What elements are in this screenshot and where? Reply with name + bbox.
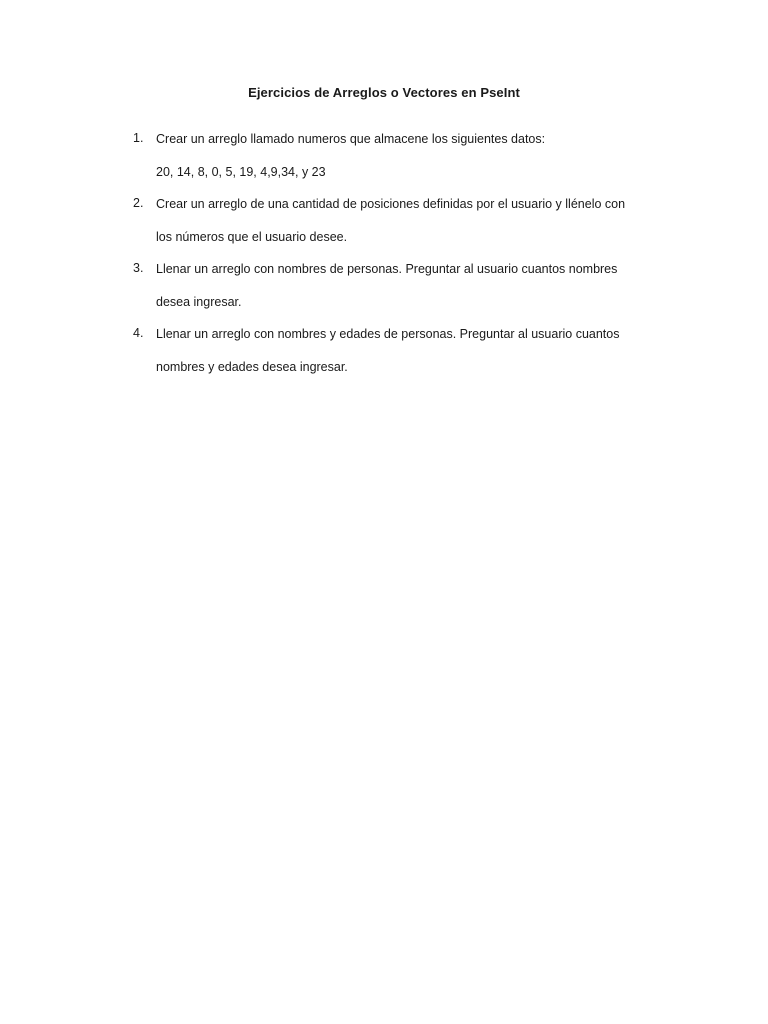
exercise-item-4 [133, 326, 653, 375]
exercise-text-line: Llenar un arreglo con nombres de personas. Preguntar al usuario cuantos nombres [156, 262, 618, 276]
exercise-text-line: nombres y edades desea ingresar. [156, 360, 348, 374]
exercise-list [133, 131, 653, 385]
exercise-text-line: Crear un arreglo llamado numeros que almacene los siguientes datos: [156, 132, 546, 146]
exercise-text-line: los números que el usuario desee. [156, 230, 348, 244]
exercise-item-2 [133, 196, 653, 245]
exercise-number: 1. [133, 131, 144, 145]
exercise-number: 3. [133, 261, 144, 275]
exercise-number: 4. [133, 326, 144, 340]
exercise-number: 2. [133, 196, 144, 210]
exercise-item-1 [133, 131, 653, 180]
exercise-item-3 [133, 261, 653, 310]
exercise-text-line: Crear un arreglo de una cantidad de posiciones definidas por el usuario y llénelo con [156, 197, 626, 211]
exercise-text-line: Llenar un arreglo con nombres y edades de personas. Preguntar al usuario cuantos [156, 327, 620, 341]
exercise-text-line: 20, 14, 8, 0, 5, 19, 4,9,34, y 23 [156, 165, 326, 179]
exercise-text-line: desea ingresar. [156, 295, 242, 309]
document-title: Ejercicios de Arreglos o Vectores en PseInt [248, 85, 520, 100]
